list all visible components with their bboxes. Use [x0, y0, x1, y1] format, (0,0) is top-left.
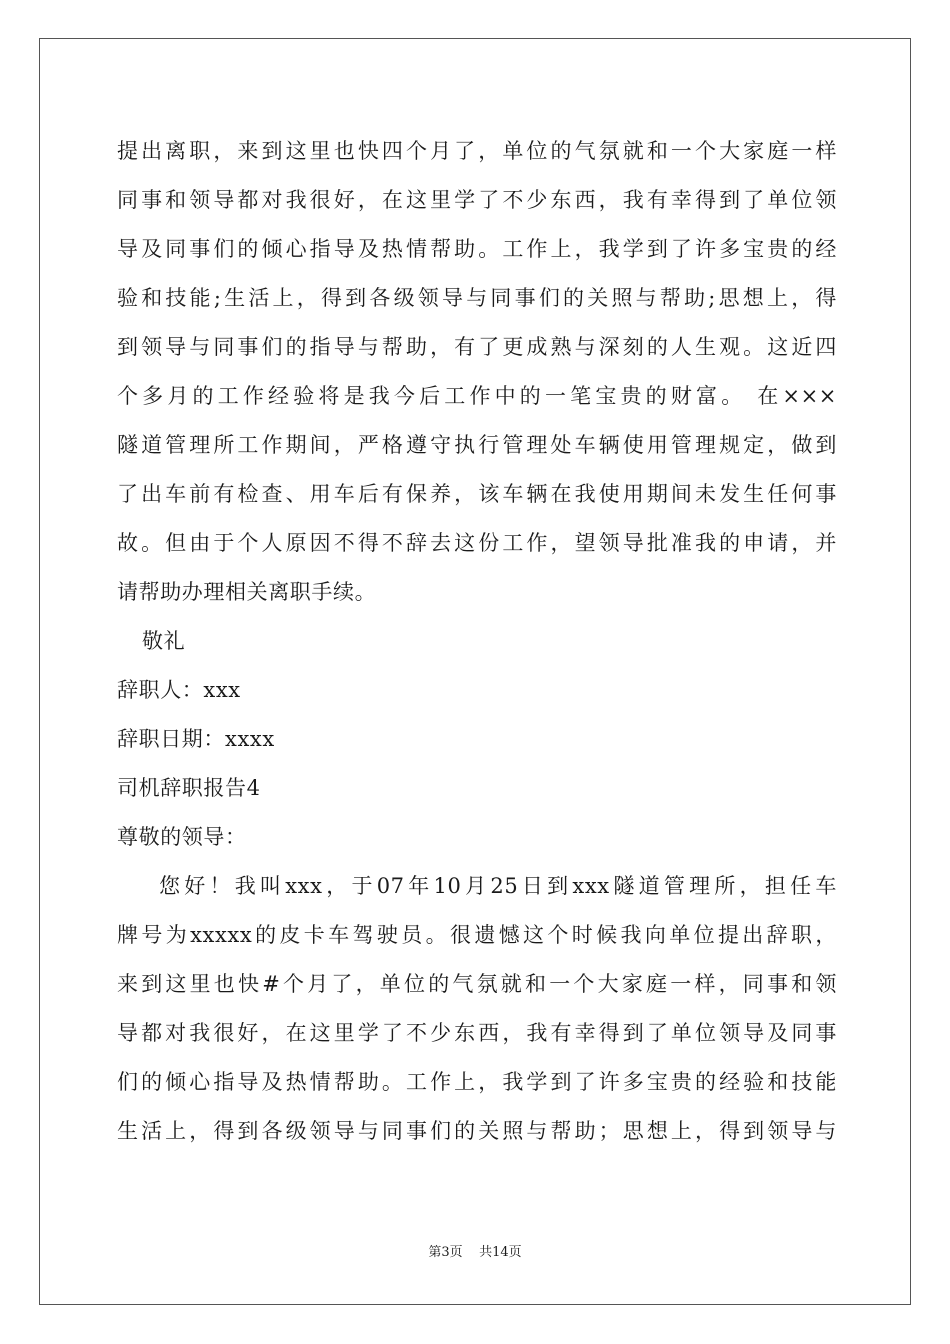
paragraph-line: 生活上，得到各级领导与同事们的关照与帮助；思想上，得到领导与 [117, 1119, 837, 1143]
page-number: 第3页 [428, 1245, 463, 1260]
paragraph-line: 牌号为xxxxx的皮卡车驾驶员。很遗憾这个时候我向单位提出辞职， [117, 923, 837, 947]
paragraph-line: 隧道管理所工作期间，严格遵守执行管理处车辆使用管理规定，做到 [117, 433, 837, 457]
paragraph-line: 来到这里也快#个月了，单位的气氛就和一个大家庭一样，同事和领 [117, 972, 837, 996]
paragraph-line: 个多月的工作经验将是我今后工作中的一笔宝贵的财富。 在××× [117, 384, 837, 408]
paragraph-line: 请帮助办理相关离职手续。 [117, 580, 377, 604]
salutation-closing: 敬礼 [142, 629, 186, 653]
paragraph-line: 验和技能;生活上，得到各级领导与同事们的关照与帮助;思想上，得 [117, 286, 837, 310]
signature-name: 辞职人：xxx [117, 678, 241, 702]
salutation: 尊敬的领导： [117, 825, 247, 849]
paragraph-line: 到领导与同事们的指导与帮助，有了更成熟与深刻的人生观。这近四 [117, 335, 837, 359]
paragraph-line: 了出车前有检查、用车后有保养，该车辆在我使用期间未发生任何事 [117, 482, 837, 506]
paragraph-line: 您好！我叫xxx，于07年10月25日到xxx隧道管理所，担任车 [159, 874, 837, 898]
page-footer [0, 1245, 950, 1261]
page-total: 共14页 [479, 1245, 522, 1260]
paragraph-line: 们的倾心指导及热情帮助。工作上，我学到了许多宝贵的经验和技能 [117, 1070, 837, 1094]
paragraph-line: 故。但由于个人原因不得不辞去这份工作，望领导批准我的申请，并 [117, 531, 837, 555]
document-body [117, 127, 837, 1156]
paragraph-line: 导都对我很好，在这里学了不少东西，我有幸得到了单位领导及同事 [117, 1021, 837, 1045]
signature-date: 辞职日期：xxxx [117, 727, 275, 751]
paragraph-line: 导及同事们的倾心指导及热情帮助。工作上，我学到了许多宝贵的经 [117, 237, 837, 261]
paragraph-line: 提出离职，来到这里也快四个月了，单位的气氛就和一个大家庭一样 [117, 139, 837, 163]
section-title: 司机辞职报告4 [117, 776, 261, 800]
footer-spacer [463, 1245, 480, 1260]
paragraph-line: 同事和领导都对我很好，在这里学了不少东西，我有幸得到了单位领 [117, 188, 837, 212]
